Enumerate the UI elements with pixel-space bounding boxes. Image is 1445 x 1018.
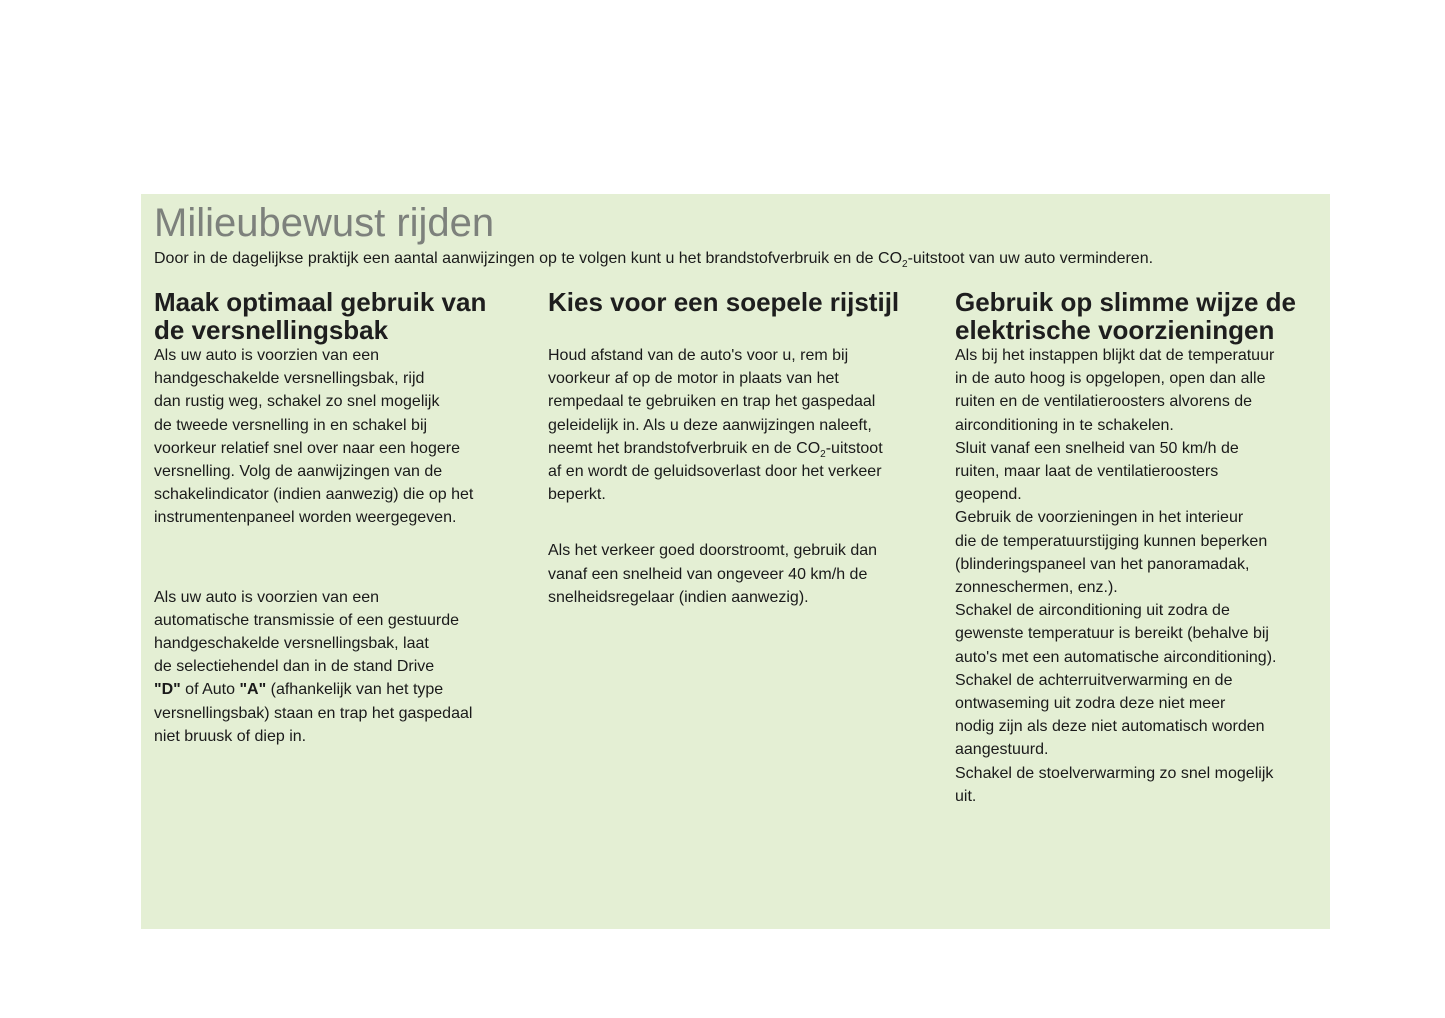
- cruise-control-paragraph: Als het verkeer goed doorstroomt, gebruik dan vanaf een snelheid van ongeveer 40 km/h de snelheidsregelaar (indien aanwezig).: [548, 542, 878, 606]
- gearbox-heading: Maak optimaal gebruik van de versnellingsbak: [154, 287, 487, 345]
- driving-style-heading: Kies voor een soepele rijstijl: [548, 287, 900, 317]
- driving-style-paragraph: Houd afstand van de auto's voor u, rem bij voorkeur af op de motor in plaats van het rempedaal te gebruiken en trap het gaspedaal geleidelijk in. Als u deze aanwijzingen naleeft, neemt het brandstofverbruik en de $CO_2$-uitstoot af en wordt de geluidsoverlast door het verkeer beperkt.: [548, 347, 883, 504]
- co2-subscript: 2: [902, 259, 908, 270]
- driving-style-section: [548, 288, 928, 609]
- automatic-gearbox-paragraph: Als uw auto is voorzien van een automatische transmissie of een gestuurde handgeschakelde versnellingsbak, laat de selectiehendel dan in de stand Drive "D" of Auto "A" (afhankelijk van het type versnellingsbak) staan en trap het gaspedaal niet bruusk of diep in.: [154, 588, 473, 745]
- page-title: Milieubewust rijden: [154, 201, 495, 245]
- intro-text: Door in de dagelijkse praktijk een aantal aanwijzingen op te volgen kunt u het brandstofverbruik en de $CO_2$-uitstoot van uw auto verminderen.: [154, 250, 1154, 270]
- co2-subscript: 2: [820, 448, 826, 460]
- electrical-paragraph: Als bij het instappen blijkt dat de temperatuur in de auto hoog is opgelopen, open dan alle ruiten en de ventilatieroosters alvorens de airconditioning in te schakelen. Sluit vanaf een snelheid van 50 km/h de ruiten, maar laat de ventilatieroosters geopend. Gebruik de voorzieningen in het interieur die de temperatuurstijging kunnen beperken (blinderingspaneel van het panoramadak, zonneschermen, enz.). Schakel de airconditioning uit zodra de gewenste temperatuur is bereikt (behalve bij auto's met een automatische airconditioning). Schakel de achterruitverwarming en de ontwaseming uit zodra deze niet meer nodig zijn als deze niet automatisch worden aangestuurd. Schakel de stoelverwarming zo snel mogelijk uit.: [955, 347, 1277, 805]
- eco-driving-panel: [141, 194, 1330, 929]
- electrical-heading: Gebruik op slimme wijze de elektrische voorzieningen: [955, 287, 1296, 345]
- gearbox-section: [154, 288, 524, 748]
- manual-gearbox-paragraph: Als uw auto is voorzien van een handgeschakelde versnellingsbak, rijd dan rustig weg, schakel zo snel mogelijk de tweede versnelling in en schakel bij voorkeur relatief snel over naar een hogere versnelling. Volg de aanwijzingen van de schakelindicator (indien aanwezig) die op het instrumentenpaneel worden weergegeven.: [154, 347, 474, 527]
- electrical-section: [955, 288, 1325, 808]
